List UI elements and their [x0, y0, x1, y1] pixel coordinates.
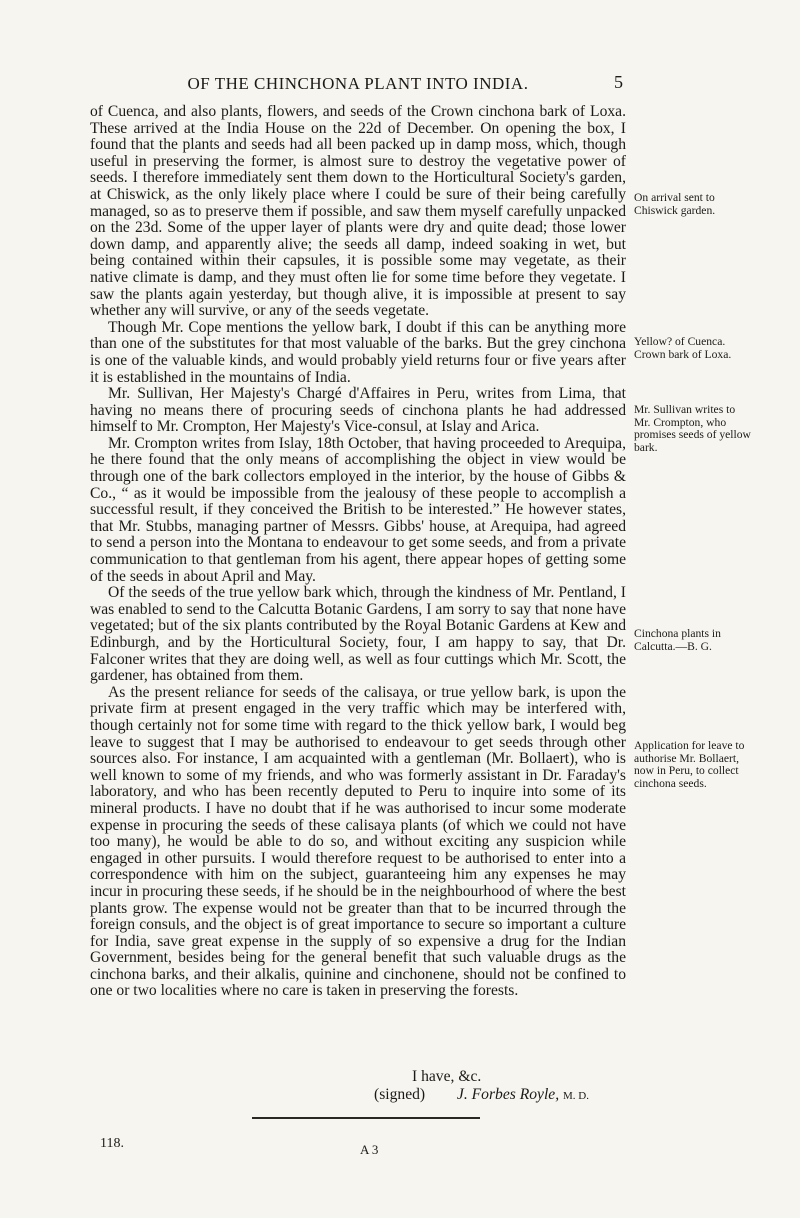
sidenote: Yellow? of Cuenca. Crown bark of Loxa.	[634, 335, 732, 361]
body-text	[90, 104, 626, 1000]
sidenote: On arrival sent to Chiswick garden.	[634, 191, 716, 217]
running-head: OF THE CHINCHONA PLANT INTO INDIA.	[187, 74, 529, 93]
sidenote: Cinchona plants in Calcutta.—B. G.	[634, 627, 721, 653]
signed-label: (signed)	[374, 1086, 426, 1103]
paragraph: Though Mr. Cope mentions the yellow bark, I doubt if this can be anything more than one of the substitutes for that most valuable of the barks. But the grey cinchona is one of the valuable kinds, and would probably yield returns four or five years after it is established in the mountains of India.	[90, 318, 626, 386]
sidenote: Mr. Sullivan writes to Mr. Crompton, who promises seeds of yellow bark.	[634, 403, 751, 454]
paragraph: Mr. Crompton writes from Islay, 18th October, that having proceeded to Arequipa, he there found that the only means of accomplishing the object in view would be through one of the bark collectors employed in the interior, by the house of Gibbs & Co., “ as it would be impossible from the jealousy of these people to accomplish a successful result, if they conceived the British to be interested.” He however states, that Mr. Stubbs, managing partner of Messrs. Gibbs' house, at Arequipa, had agreed to send a person into the Montana to endeavour to get some seeds, and from a private communication to that gentleman from his agent, there appear hopes of getting some of the seeds in about April and May.	[90, 434, 626, 585]
paragraph: Of the seeds of the true yellow bark which, through the kindness of Mr. Pentland, I was enabled to send to the Calcutta Botanic Gardens, I am sorry to say that none have vegetated; but of the six plants contributed by the Royal Botanic Gardens at Kew and Edinburgh, and by the Horticultural Society, four, I am happy to say, that Dr. Falconer writes that they are doing well, as well as four cuttings which Mr. Scott, the gardener, has obtained from them.	[90, 584, 626, 685]
signoff	[90, 1068, 626, 1105]
signatory-name: J. Forbes Royle,	[456, 1086, 560, 1103]
closing-line: I have, &c.	[412, 1068, 482, 1085]
closing-rule	[252, 1117, 480, 1119]
footer-number: 118.	[100, 1136, 124, 1151]
signature-mark: A 3	[360, 1142, 379, 1157]
paragraph: Mr. Sullivan, Her Majesty's Chargé d'Affaires in Peru, writes from Lima, that having no means there of procuring seeds of cinchona plants he had addressed himself to Mr. Crompton, Her Majesty's Vice-consul, at Islay and Arica.	[90, 385, 626, 436]
sidenote: Application for leave to authorise Mr. Bollaert, now in Peru, to collect cinchona seeds.	[634, 739, 745, 790]
signatory-degree: M. D.	[563, 1090, 590, 1102]
signature-line	[374, 1086, 626, 1105]
paragraph: As the present reliance for seeds of the calisaya, or true yellow bark, is upon the private firm at present engaged in the very traffic which may be interfered with, though certainly not for some time with regard to the thick yellow bark, I would beg leave to suggest that I may be authorised to endeavour to get seeds through other sources also. For instance, I am acquainted with a gentleman (Mr. Bollaert), who is well known to some of my friends, and who was formerly assistant in Dr. Faraday's laboratory, and who has been recently deputed to Peru to inquire into some of its mineral products. I have no doubt that if he was authorised to incur some moderate expense in procuring the seeds of these calisaya plants (of which we could not have too many), he would be able to do so, and without exciting any suspicion while engaged in other pursuits. I would therefore request to be authorised to enter into a correspondence with him on the subject, guaranteeing him any expenses he may incur in procuring these seeds, if he should be in the neighbourhood of where the best plants grow. The expense would not be greater than that to be incurred through the foreign consuls, and the object is of great importance to secure so important a culture for India, save great expense in the supply of so expensive a drug for the Indian Government, besides being for the general benefit that such valuable drugs as the cinchona barks, and their alkalis, quinine and cinchonene, should not be confined to one or two localities where no care is taken in preserving the forests.	[90, 683, 626, 1000]
page-number: 5	[614, 72, 623, 92]
paragraph: of Cuenca, and also plants, flowers, and seeds of the Crown cinchona bark of Loxa. These arrived at the India House on the 22d of December. On opening the box, I found that the plants and seeds had all been packed up in damp moss, which, though useful in preserving the former, is almost sure to destroy the vegetative power of seeds. I therefore immediately sent them down to the Horticultural Society's garden, at Chiswick, as the only likely place where I could be sure of their being carefully managed, so as to preserve them if possible, and saw them myself carefully unpacked on the 23d. Some of the upper layer of plants were dry and quite dead; those lower down damp, and apparently alive; the seeds all damp, indeed soaking in wet, but being contained within their capsules, it is possible some may vegetate, as their native climate is damp, and they must often lie for some time before they vegetate. I saw the plants again yesterday, but though alive, it is impossible at present to say whether any will survive, or any of the seeds vegetate.	[90, 103, 626, 320]
